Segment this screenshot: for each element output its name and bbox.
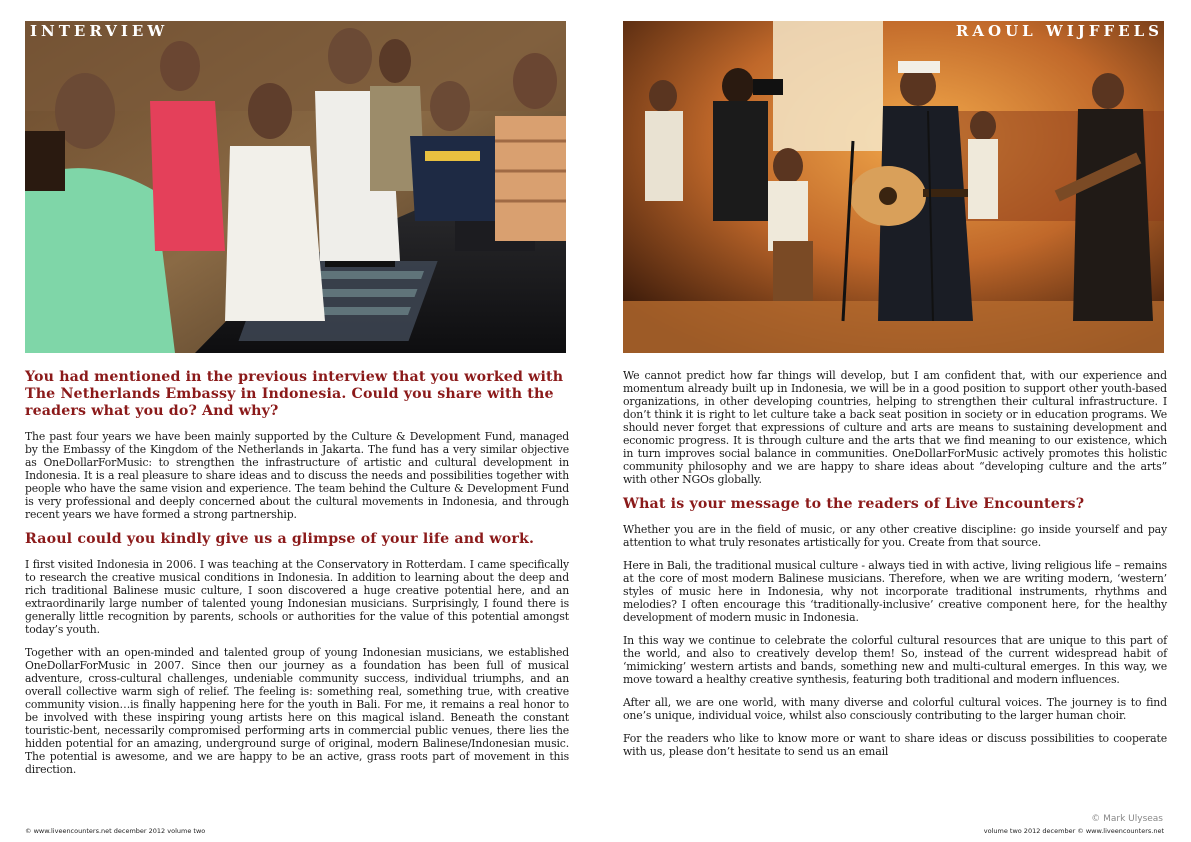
section-tag-raoul-wijffels: RAOUL WIJFFELS [955, 22, 1163, 40]
question-heading: You had mentioned in the previous interview that you worked with The Netherlands Embassy in Indonesia. Could you share with the readers what you do? And why? [25, 369, 564, 419]
answer-paragraph: Whether you are in the field of music, or any other creative discipline: go inside yourself and pay attention to what truly resonates artistically for you. Create from that source. [623, 523, 1167, 549]
section-tag-interview: INTERVIEW [30, 22, 169, 40]
answer-paragraph: The past four years we have been mainly supported by the Culture & Development Fund, managed by the Embassy of the Kingdom of the Netherlands in Jakarta. The fund has a very similar objective as OneDollarForMusic: to strengthen the infrastructure of artistic and cultural development in Indonesia. It is a real pleasure to share ideas and to discuss the needs and possibilities together with people who have the same vision and experience. The team behind the Culture & Development Fund is very professional and deeply concerned about the cultural movements in Indonesia, and through recent years we have formed a strong partnership. [25, 430, 569, 521]
answer-paragraph: After all, we are one world, with many diverse and colorful cultural voices. The journey is to find one’s unique, individual voice, whilst also consciously contributing to the larger human choir. [623, 696, 1167, 722]
answer-paragraph: Here in Bali, the traditional musical culture - always tied in with active, living religious life – remains at the core of most modern Balinese musicians. Therefore, when we are writing modern, ‘western’ styles of music here in Indonesia, why not incorporate traditional instruments, rhythms and melodies? I often encourage this ‘traditionally-inclusive’ creative component here, for the healthy development of modern music in Indonesia. [623, 559, 1167, 624]
photo-credit: © Mark Ulyseas [1091, 814, 1163, 824]
answer-paragraph: In this way we continue to celebrate the colorful cultural resources that are unique to this part of the world, and also to creatively develop them! So, instead of the current widespread habit of ‘mimicking’ western artists and bands, something new and multi-cultural emerges. In this way, we move toward a healthy creative synthesis, featuring both traditional and modern influences. [623, 634, 1167, 686]
concert-photo [623, 21, 1164, 353]
question-heading: What is your message to the readers of Live Encounters? [623, 496, 1085, 512]
question-heading: Raoul could you kindly give us a glimpse of your life and work. [25, 531, 535, 547]
answer-paragraph: I first visited Indonesia in 2006. I was teaching at the Conservatory in Rotterdam. I came specifically to research the creative musical conditions in Indonesia. In addition to learning about the deep and rich traditional Balinese music culture, I soon discovered a huge creative potential here, and an extraordinarily large number of talented young Indonesian musicians. Surprisingly, I found there is generally little recognition by parents, schools or authorities for the value of this potential amongst today’s youth. [25, 558, 569, 636]
right-page [596, 0, 1191, 842]
studio-photo-image [25, 21, 566, 353]
left-footer: © www.liveencounters.net december 2012 volume two [25, 827, 206, 835]
answer-paragraph: Together with an open-minded and talented group of young Indonesian musicians, we established OneDollarForMusic in 2007. Since then our journey as a foundation has been full of musical adventure, cross-cultural challenges, undeniable community success, individual triumphs, and an overall collective warm sigh of relief. The feeling is: something real, something true, with creative community vision…is finally happening here for the youth in Bali. For me, it remains a real honor to be involved with these inspiring young artists here on this magical island. Beneath the constant touristic-bent, necessarily compromised performing arts in commercial public venues, there lies the hidden potential for an amazing, underground surge of original, modern Balinese/Indonesian music. The potential is awesome, and we are happy to be an active, grass roots part of movement in this direction. [25, 646, 569, 776]
studio-photo [25, 21, 566, 353]
answer-paragraph: For the readers who like to know more or want to share ideas or discuss possibilities to cooperate with us, please don’t hesitate to send us an email [623, 732, 1167, 758]
concert-photo-image [623, 21, 1164, 353]
answer-paragraph: We cannot predict how far things will develop, but I am confident that, with our experience and momentum already built up in Indonesia, we will be in a good position to support other youth-based organizations, in other developing countries, helping to strengthen their cultural infrastructure. I don’t think it is right to let culture take a back seat position in society or in education programs. We should never forget that expressions of culture and arts are means to sustaining development and economic progress. It is through culture and the arts that we find meaning to our existence, which in turn improves social balance in communities. OneDollarForMusic actively promotes this holistic community philosophy and we are happy to share ideas about “developing culture and the arts” with other NGOs globally. [623, 369, 1167, 486]
right-column [623, 369, 1167, 768]
left-column [25, 369, 569, 786]
left-page [0, 0, 595, 842]
right-footer: volume two 2012 december © www.liveencounters.net [983, 827, 1164, 835]
